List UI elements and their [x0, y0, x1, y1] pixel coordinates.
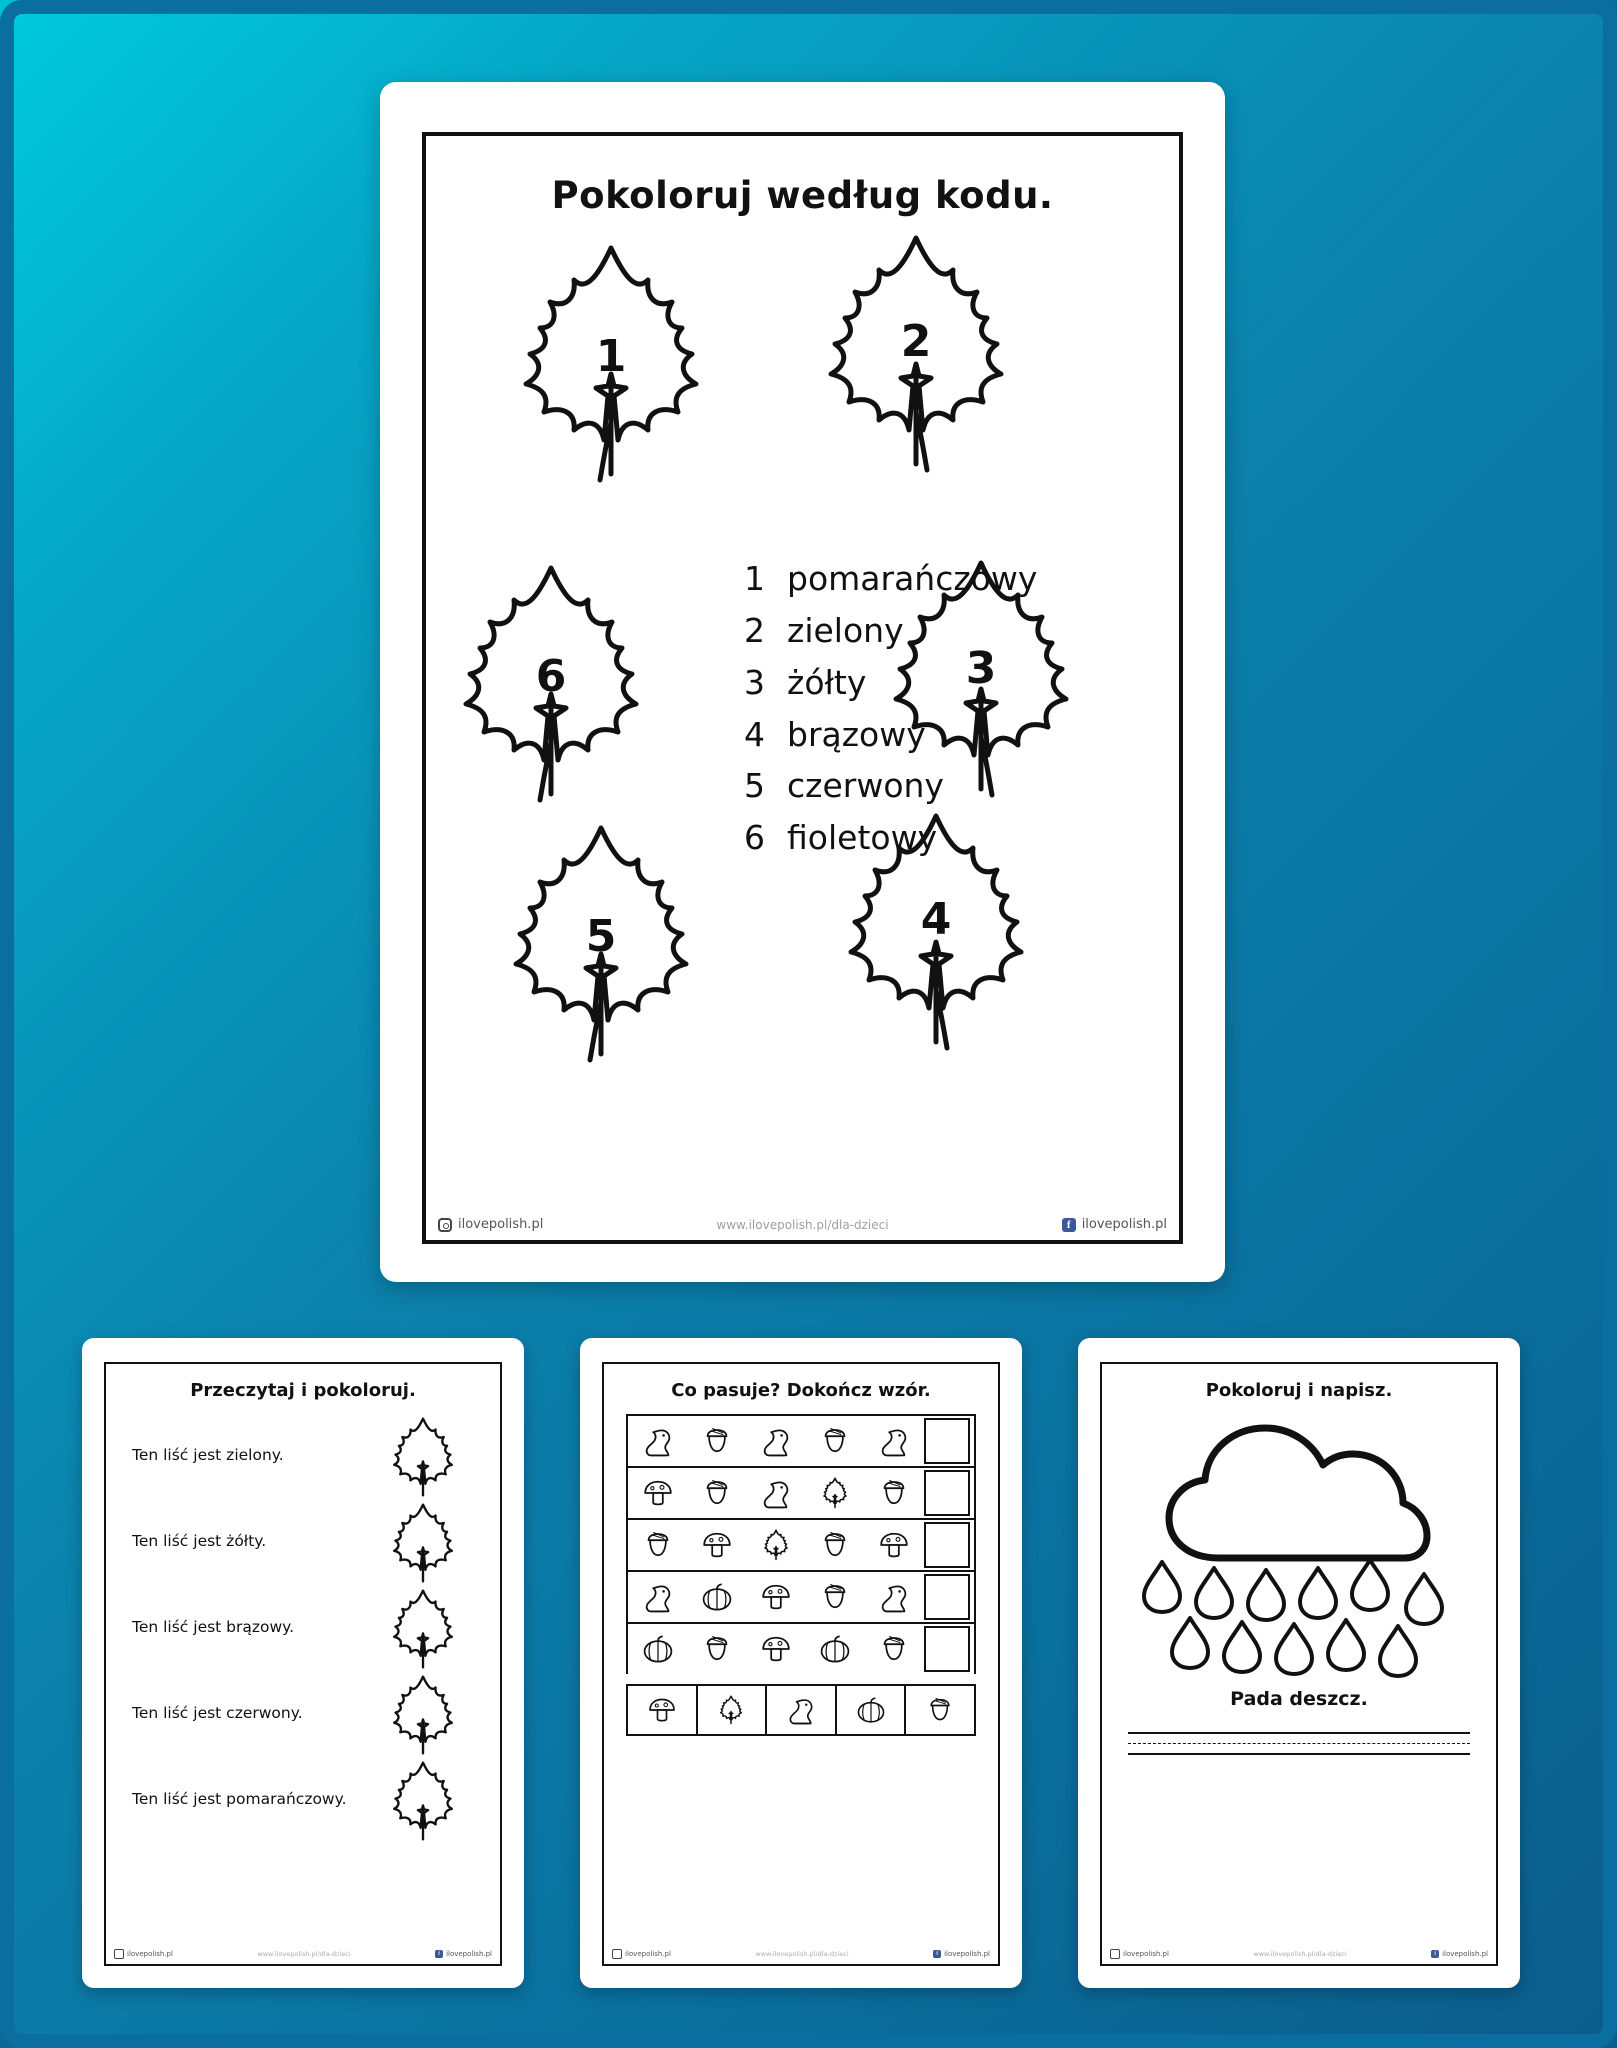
color-code-legend: [721, 556, 1037, 867]
leaf-shape-1[interactable]: [496, 236, 726, 486]
legend-row: [721, 660, 1037, 707]
squirrel-icon: [628, 1416, 687, 1466]
acorn-icon: [806, 1520, 865, 1570]
footer-facebook-handle: ilovepolish.pl: [446, 1950, 492, 1958]
mushroom-icon: [687, 1520, 746, 1570]
worksheet-main-border: [422, 132, 1183, 1244]
acorn-icon: [687, 1624, 746, 1674]
squirrel-icon: [865, 1416, 924, 1466]
legend-color-name: fioletowy: [787, 818, 938, 858]
leaf-number-1: 1: [595, 331, 627, 382]
facebook-icon: f: [1431, 1950, 1439, 1958]
legend-code: 2: [744, 610, 765, 650]
legend-row: [721, 763, 1037, 810]
pattern-row: [626, 1414, 976, 1466]
mushroom-icon: [628, 1468, 687, 1518]
read-and-color-title: Przeczytaj i pokoloruj.: [190, 1380, 416, 1401]
footer-instagram-handle: ilovepolish.pl: [1123, 1950, 1169, 1958]
writing-line[interactable]: [1128, 1753, 1470, 1755]
footer-website[interactable]: www.ilovepolish.pl/dla-dzieci: [716, 1217, 889, 1232]
writing-lines[interactable]: [1128, 1732, 1470, 1764]
footer-facebook[interactable]: [933, 1950, 990, 1958]
footer-facebook[interactable]: [435, 1950, 492, 1958]
footer-instagram-handle: ilovepolish.pl: [625, 1950, 671, 1958]
worksheet-footer: [438, 1217, 1167, 1232]
leaf-icon: [806, 1468, 865, 1518]
worksheet-pattern: [580, 1338, 1022, 1988]
leaf-number-5: 5: [585, 911, 617, 962]
worksheet-read-and-color-border: [104, 1362, 502, 1966]
worksheet-footer: [1110, 1949, 1488, 1959]
color-and-write-title: Pokoloruj i napisz.: [1205, 1380, 1393, 1401]
leaf-number-3: 3: [965, 643, 997, 694]
footer-facebook-handle: ilovepolish.pl: [1081, 1217, 1167, 1232]
page-title: Pokoloruj według kodu.: [551, 174, 1054, 217]
worksheet-color-and-write-border: [1100, 1362, 1498, 1966]
pattern-grid: [626, 1414, 976, 1736]
bank-item-acorn[interactable]: [906, 1686, 974, 1734]
cut-out-bank: [626, 1684, 976, 1736]
footer-instagram[interactable]: [114, 1949, 173, 1959]
leaf-shape-2[interactable]: [801, 226, 1031, 476]
worksheet-read-and-color: [82, 1338, 524, 1988]
footer-website[interactable]: www.ilovepolish.pl/dla-dzieci: [1253, 1950, 1347, 1958]
facebook-icon: f: [1062, 1218, 1076, 1232]
acorn-icon: [687, 1416, 746, 1466]
acorn-icon: [806, 1572, 865, 1622]
bank-item-squirrel[interactable]: [767, 1686, 837, 1734]
leaf-icon: [746, 1520, 805, 1570]
footer-instagram-handle: ilovepolish.pl: [458, 1217, 544, 1232]
squirrel-icon: [865, 1572, 924, 1622]
footer-facebook-handle: ilovepolish.pl: [1442, 1950, 1488, 1958]
sentence-line: Ten liść jest pomarańczowy.: [132, 1790, 347, 1808]
legend-code: 5: [744, 766, 765, 806]
footer-instagram[interactable]: [1110, 1949, 1169, 1959]
legend-code: 6: [744, 818, 765, 858]
worksheet-footer: [114, 1949, 492, 1959]
footer-facebook[interactable]: [1431, 1950, 1488, 1958]
legend-code: 4: [744, 714, 765, 754]
facebook-icon: f: [435, 1950, 443, 1958]
legend-row: [721, 556, 1037, 603]
squirrel-icon: [628, 1572, 687, 1622]
legend-code: 1: [744, 559, 765, 598]
leaf-outline-2[interactable]: [384, 1500, 462, 1590]
pattern-row: [626, 1570, 976, 1622]
squirrel-icon: [746, 1416, 805, 1466]
legend-row: [721, 608, 1037, 655]
facebook-icon: f: [933, 1950, 941, 1958]
bank-item-pumpkin[interactable]: [837, 1686, 907, 1734]
writing-line-dashed[interactable]: [1128, 1743, 1470, 1744]
mushroom-icon: [746, 1624, 805, 1674]
worksheet-color-and-write: [1078, 1338, 1520, 1988]
worksheet-pattern-border: [602, 1362, 1000, 1966]
pattern-row: [626, 1518, 976, 1570]
legend-row: [721, 815, 1037, 862]
footer-instagram[interactable]: [438, 1217, 543, 1232]
acorn-icon: [687, 1468, 746, 1518]
sentence-line: Ten liść jest żółty.: [132, 1532, 267, 1550]
legend-color-name: brązowy: [787, 714, 926, 754]
leaf-shape-6[interactable]: [436, 556, 666, 806]
footer-instagram[interactable]: [612, 1949, 671, 1959]
legend-color-name: czerwony: [787, 766, 944, 806]
pumpkin-icon: [806, 1624, 865, 1674]
pattern-row: [626, 1466, 976, 1518]
legend-code: 3: [744, 662, 765, 702]
caption-text: Pada deszcz.: [1230, 1688, 1368, 1710]
mushroom-icon: [746, 1572, 805, 1622]
pumpkin-icon: [628, 1624, 687, 1674]
legend-color-name: żółty: [787, 662, 867, 702]
leaf-outline-5[interactable]: [384, 1758, 462, 1848]
pattern-answer-box[interactable]: [924, 1418, 970, 1464]
bank-item-leaf[interactable]: [698, 1686, 768, 1734]
instagram-icon: [612, 1949, 622, 1959]
pumpkin-icon: [687, 1572, 746, 1622]
instagram-icon: [114, 1949, 124, 1959]
acorn-icon: [865, 1624, 924, 1674]
bank-item-mushroom[interactable]: [628, 1686, 698, 1734]
pattern-answer-box[interactable]: [924, 1626, 970, 1672]
legend-color-name: zielony: [787, 610, 904, 650]
sentence-line: Ten liść jest brązowy.: [132, 1618, 295, 1636]
footer-website[interactable]: www.ilovepolish.pl/dla-dzieci: [257, 1950, 351, 1958]
mushroom-icon: [865, 1520, 924, 1570]
leaf-shape-5[interactable]: [486, 816, 716, 1066]
footer-website[interactable]: www.ilovepolish.pl/dla-dzieci: [755, 1950, 849, 1958]
leaf-outline-1[interactable]: [384, 1414, 462, 1504]
instagram-icon: [1110, 1949, 1120, 1959]
acorn-icon: [628, 1520, 687, 1570]
footer-facebook[interactable]: [1062, 1217, 1167, 1232]
acorn-icon: [806, 1416, 865, 1466]
instagram-icon: [438, 1218, 452, 1232]
leaf-number-2: 2: [900, 316, 932, 367]
raindrops: [1138, 1556, 1468, 1686]
worksheet-footer: [612, 1949, 990, 1959]
pattern-title: Co pasuje? Dokończ wzór.: [671, 1380, 931, 1401]
squirrel-icon: [746, 1468, 805, 1518]
pattern-answer-box[interactable]: [924, 1574, 970, 1620]
acorn-icon: [865, 1468, 924, 1518]
footer-facebook-handle: ilovepolish.pl: [944, 1950, 990, 1958]
writing-line[interactable]: [1128, 1732, 1470, 1734]
pattern-answer-box[interactable]: [924, 1470, 970, 1516]
legend-color-name: pomarańczowy: [787, 559, 1038, 598]
pattern-row: [626, 1622, 976, 1674]
sentence-line: Ten liść jest czerwony.: [132, 1704, 303, 1722]
footer-instagram-handle: ilovepolish.pl: [127, 1950, 173, 1958]
worksheet-main: [380, 82, 1225, 1282]
pattern-answer-box[interactable]: [924, 1522, 970, 1568]
legend-row: [721, 712, 1037, 759]
leaf-number-6: 6: [535, 651, 567, 702]
leaf-number-4: 4: [920, 894, 952, 945]
leaf-outline-3[interactable]: [384, 1586, 462, 1676]
leaf-outline-4[interactable]: [384, 1672, 462, 1762]
sentence-line: Ten liść jest zielony.: [132, 1446, 284, 1464]
